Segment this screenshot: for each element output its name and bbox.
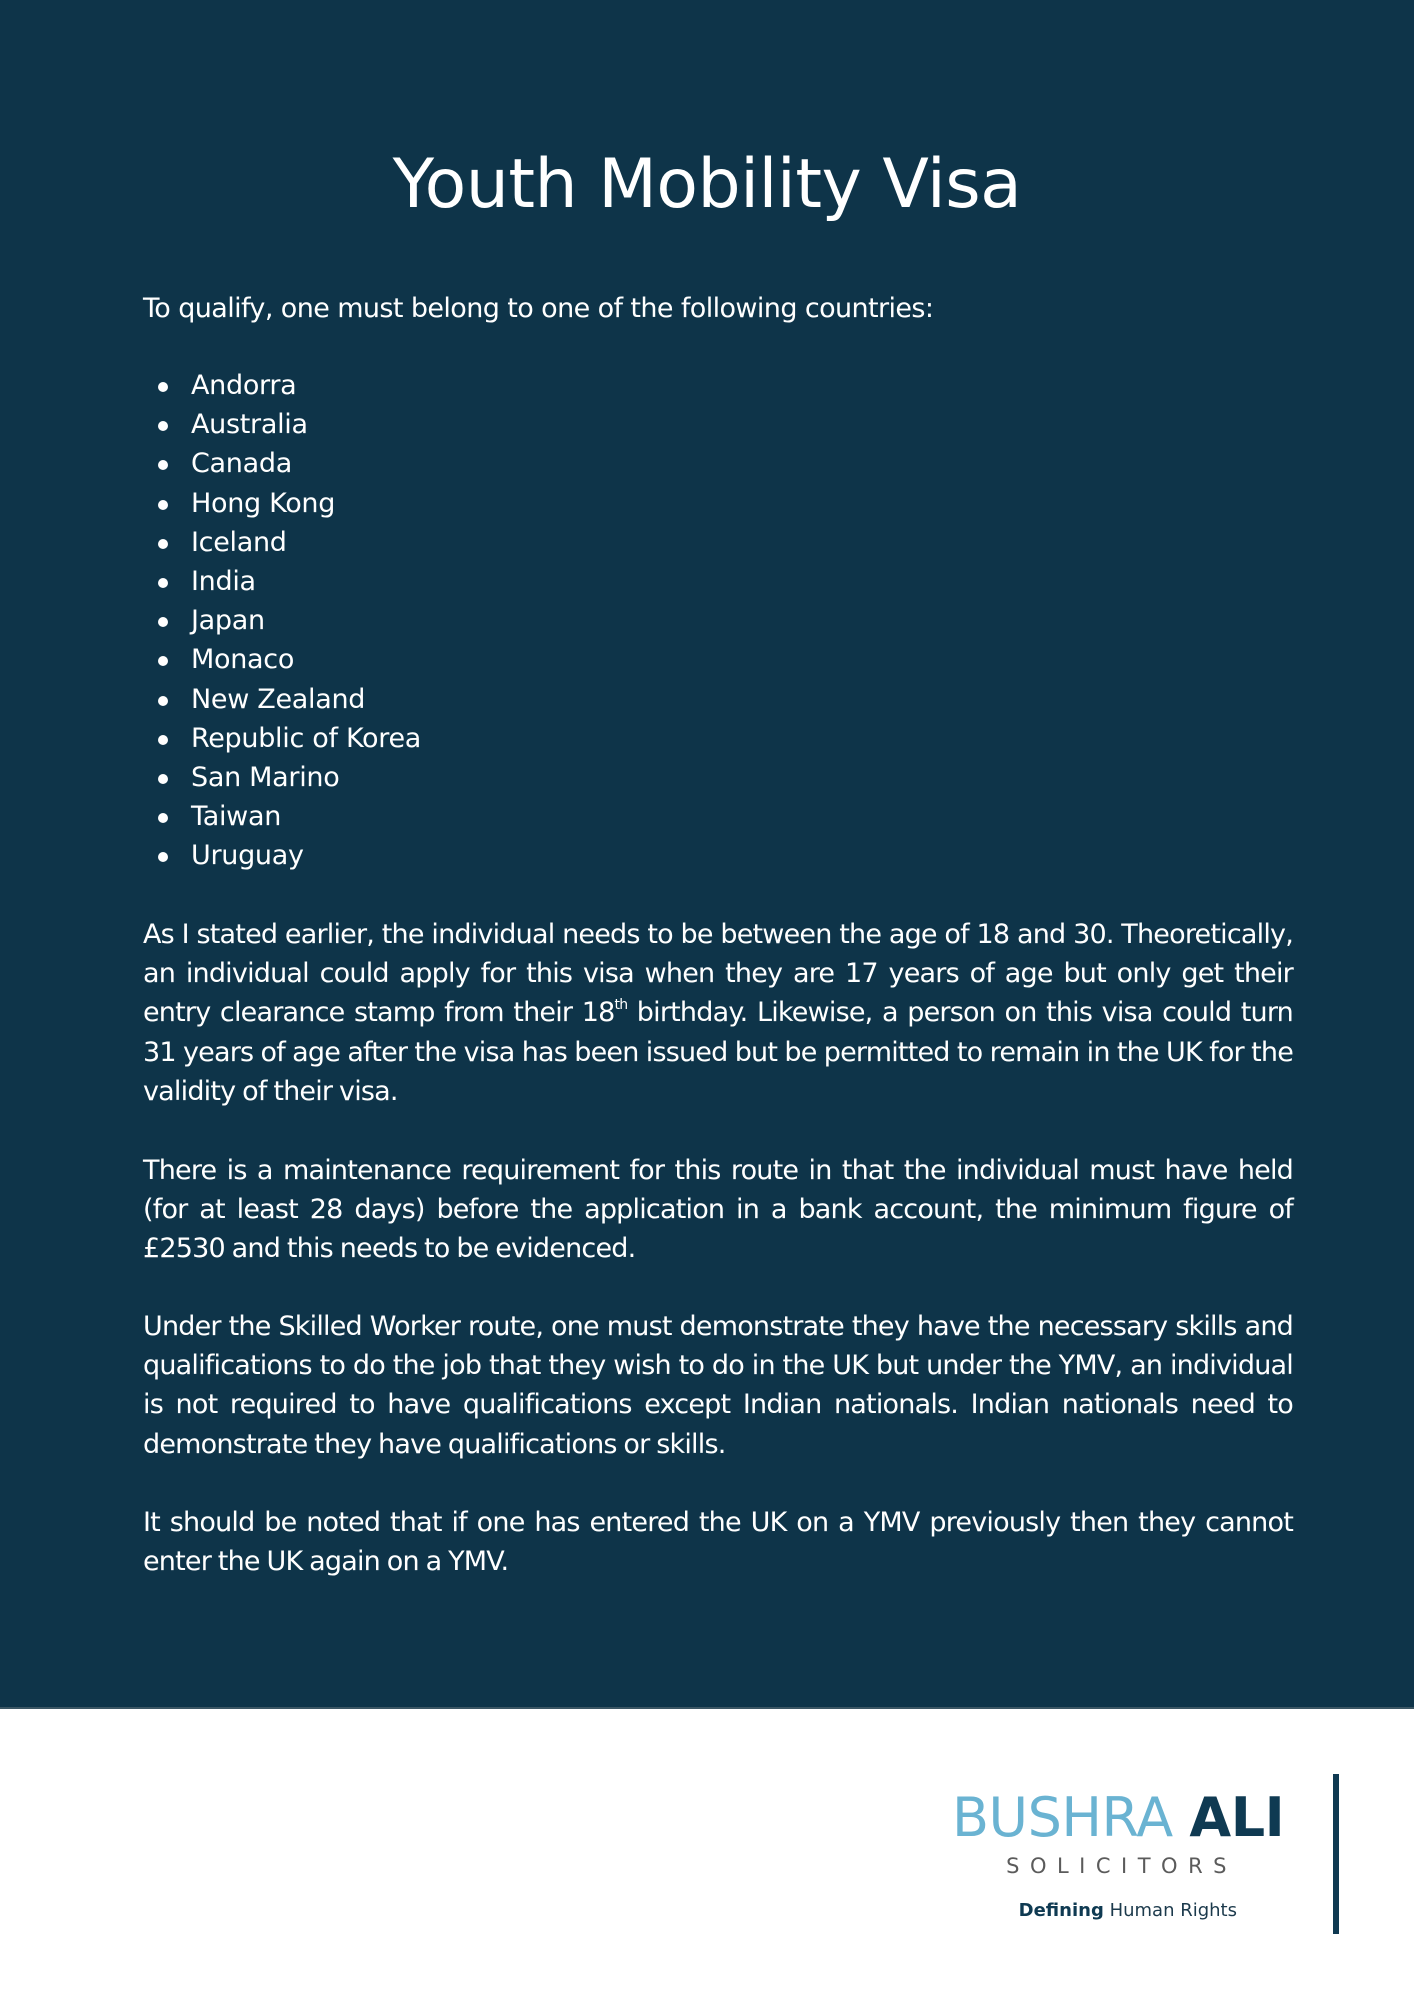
skills-paragraph: Under the Skilled Worker route, one must demonstrate they have the necessary skills and qualifications to do the job that they wish to do in the UK but under the YMV, an individual is not required to have qualifications except Indian nationals. Indian nationals need to demonstrate they have qualifications or skills.: [143, 1311, 1293, 1460]
list-item: Iceland: [143, 523, 421, 562]
bullet-icon: [158, 813, 168, 823]
list-item: Hong Kong: [143, 484, 421, 523]
repeat-entry-paragraph: It should be noted that if one has entered the UK on a YMV previously then they cannot enter the UK again on a YMV.: [143, 1507, 1293, 1578]
age-paragraph: As I stated earlier, the individual needs to be between the age of 18 and 30. Theoretically, an individual could apply for this visa when they are 17 years of age but only get their entry clearance stamp from their 18th birthday. Likewise, a person on this visa could turn 31 years of age after the visa has been issued but be permitted to remain in the UK for the validity of their visa.: [143, 919, 1293, 1107]
bullet-icon: [158, 852, 168, 862]
bullet-icon: [158, 382, 168, 392]
bullet-icon: [158, 421, 168, 431]
bullet-icon: [158, 460, 168, 470]
page-title: Youth Mobility Visa: [392, 145, 1022, 224]
list-item: India: [143, 562, 421, 601]
list-item: Taiwan: [143, 797, 421, 836]
bullet-icon: [158, 500, 168, 510]
list-item: Republic of Korea: [143, 719, 421, 758]
logo-tagline: Defining Human Rights: [1018, 1900, 1237, 1921]
intro-text: To qualify, one must belong to one of the following countries:: [143, 293, 934, 324]
bullet-icon: [158, 696, 168, 706]
bullet-icon: [158, 656, 168, 666]
list-item: New Zealand: [143, 680, 421, 719]
bullet-icon: [158, 578, 168, 588]
bullet-icon: [158, 735, 168, 745]
list-item: Canada: [143, 444, 421, 483]
list-item: San Marino: [143, 758, 421, 797]
company-logo: [940, 1770, 1340, 1940]
bullet-icon: [158, 774, 168, 784]
list-item: Australia: [143, 405, 421, 444]
list-item: Andorra: [143, 366, 421, 405]
logo-subtitle: SOLICITORS: [1006, 1854, 1237, 1878]
bullet-icon: [158, 539, 168, 549]
list-item: Uruguay: [143, 836, 421, 875]
maintenance-paragraph: There is a maintenance requirement for this route in that the individual must have held (for at least 28 days) before the application in a bank account, the minimum figure of £2530 and this needs to be evidenced.: [143, 1155, 1293, 1265]
bullet-icon: [158, 617, 168, 627]
list-item: Japan: [143, 601, 421, 640]
country-list: [143, 366, 421, 875]
logo-divider-bar: [1333, 1774, 1339, 1934]
list-item: Monaco: [143, 640, 421, 679]
logo-wordmark: BUSHRA ALI: [952, 1786, 1285, 1849]
